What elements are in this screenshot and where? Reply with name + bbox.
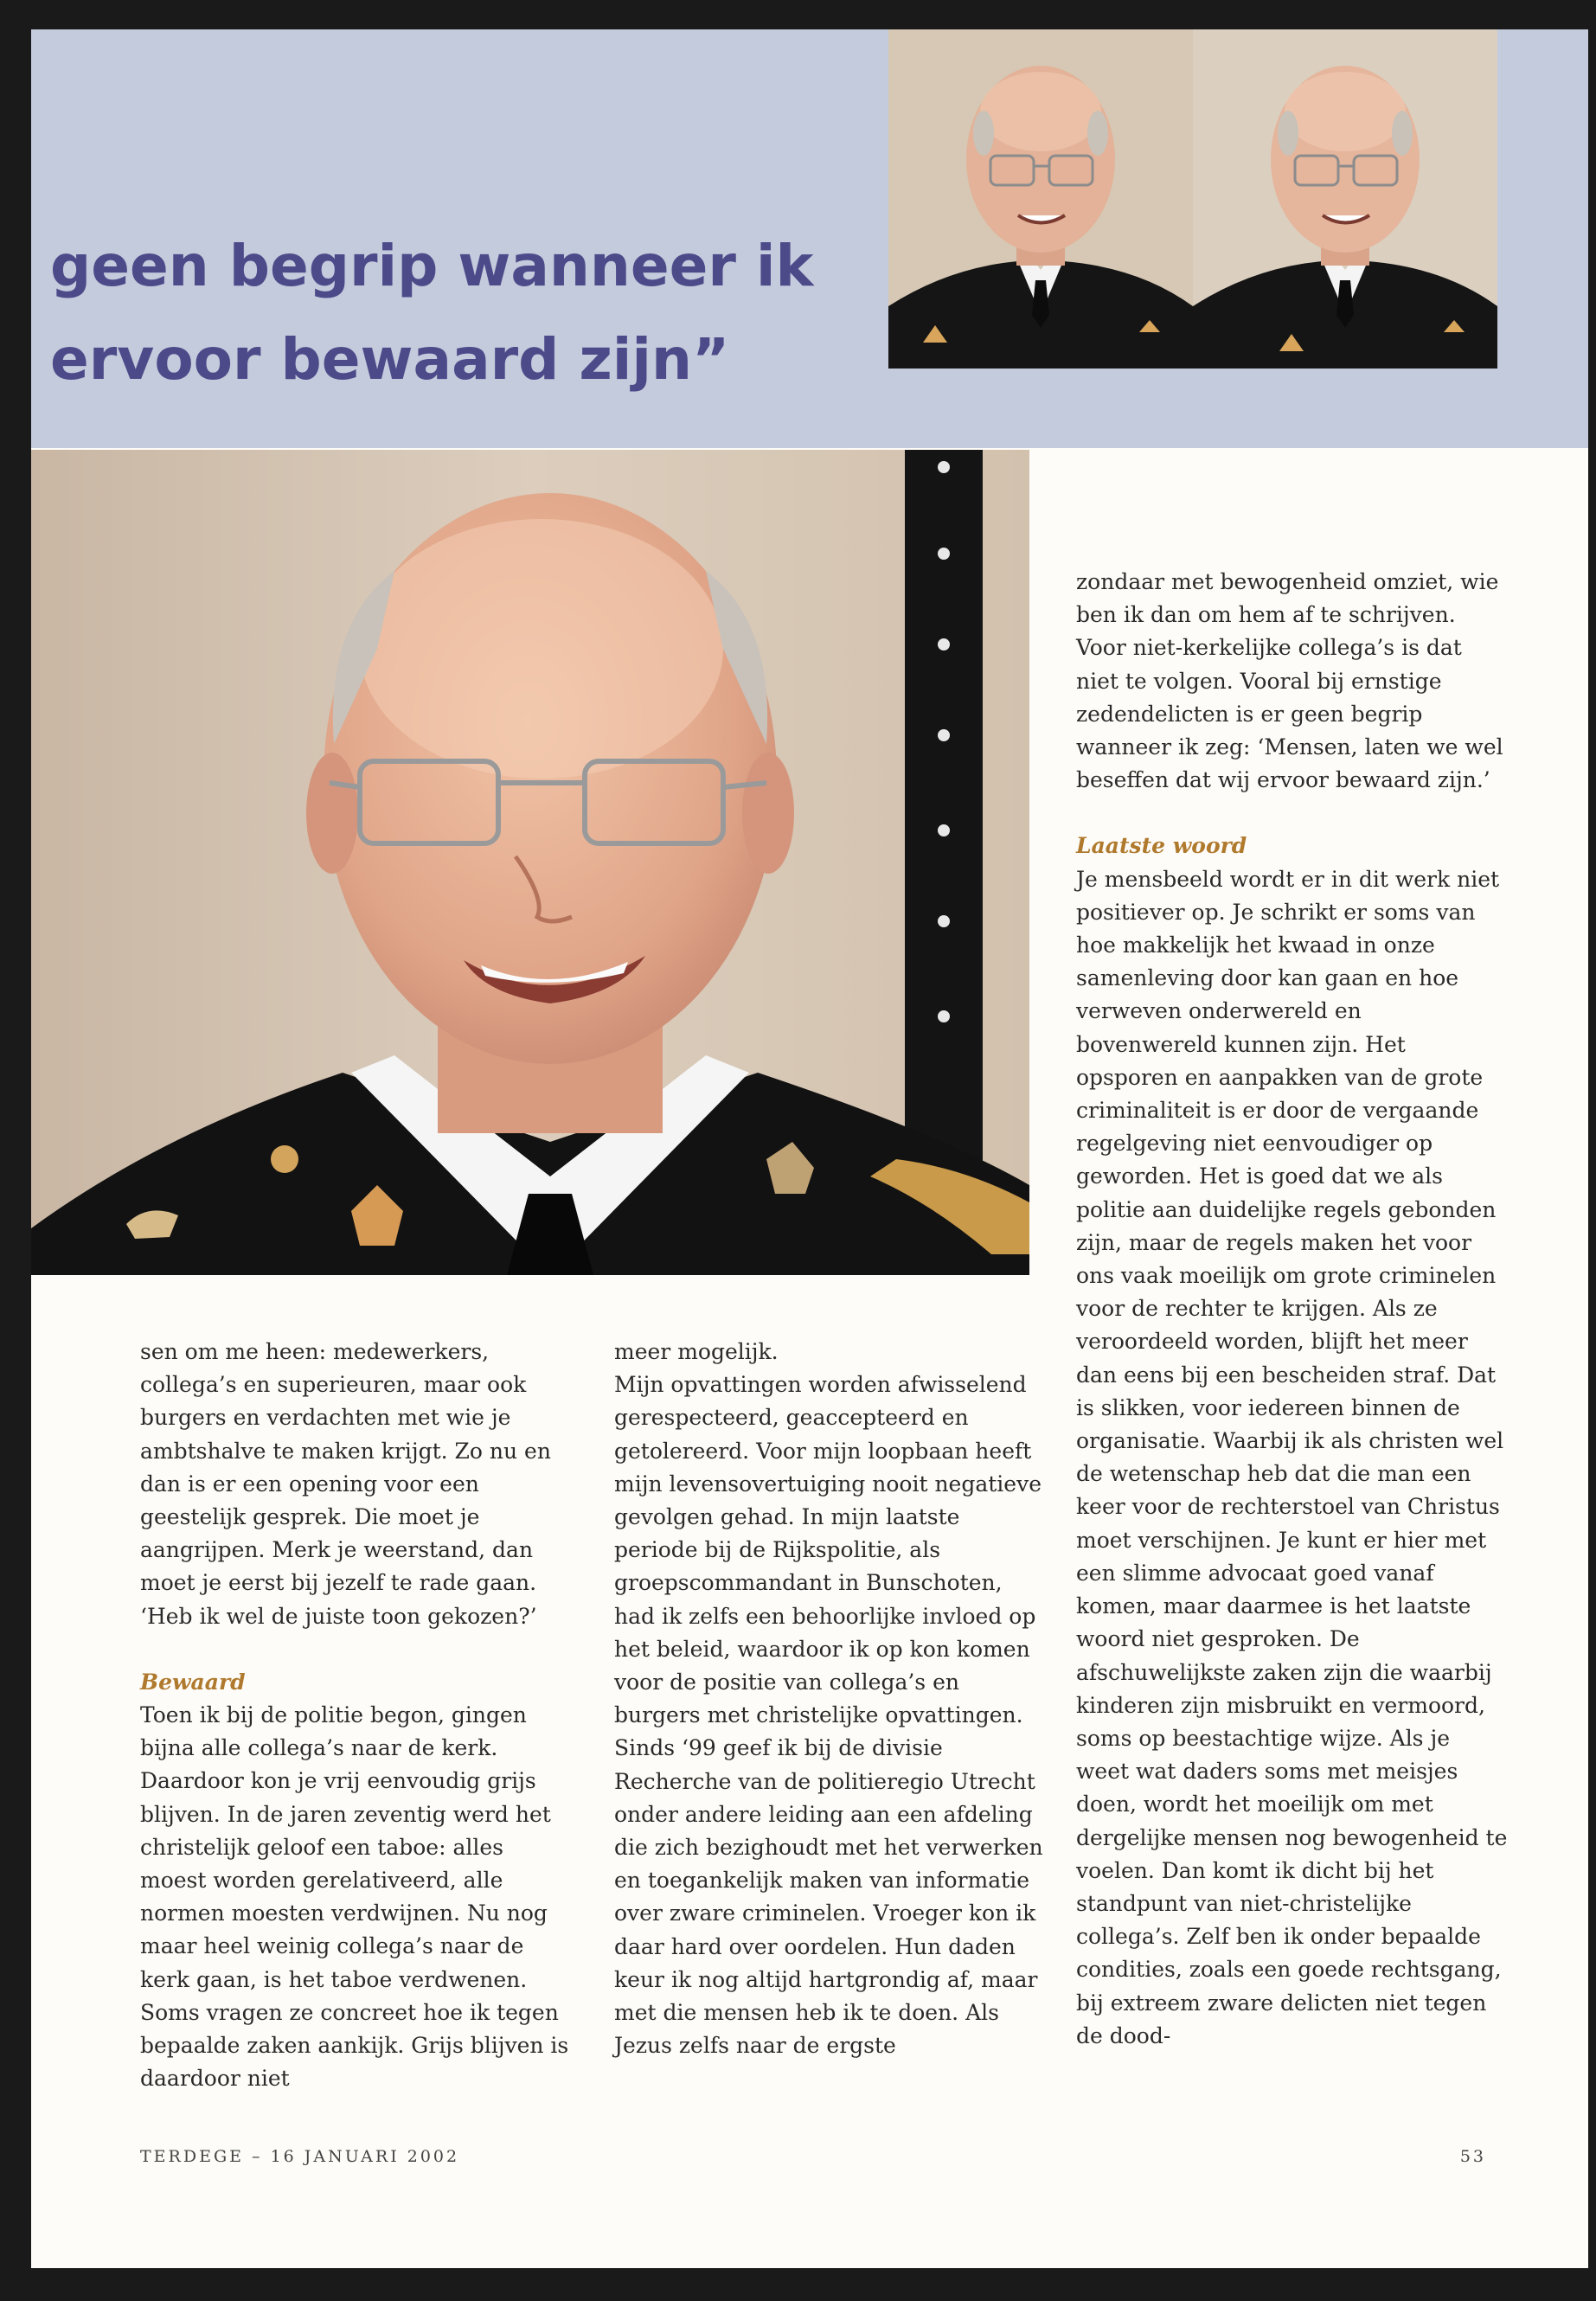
footer-publication: TERDEGE – 16 JANUARI 2002: [140, 2147, 460, 2166]
magazine-page: [31, 29, 1588, 2268]
main-portrait-photo: [31, 450, 1029, 1275]
text-column-2: [614, 1336, 1047, 2062]
subheading-laatste-woord: Laatste woord: [1076, 833, 1247, 859]
subheading-bewaard: Bewaard: [140, 1669, 246, 1695]
paragraph: sen om me heen: medewerkers, collega’s en superieuren, maar ook burgers en verdachten met wie je ambtshalve te maken krijgt. Zo nu en dan is er een opening voor een geestelijk gesprek. Die moet je aangrijpen. Merk je weerstand, dan moet je eerst bij jezelf te rade gaan. ‘Heb ik wel de juiste toon gekozen?’: [140, 1339, 551, 1629]
text-column-3: [1076, 566, 1509, 2053]
portrait-thumbnail-1-image: [888, 29, 1193, 369]
portrait-thumbnail-2: [1193, 29, 1497, 369]
headline-line-1: geen begrip wanneer ik: [50, 233, 814, 299]
page-number: 53: [1459, 2147, 1486, 2166]
paragraph: Toen ik bij de politie begon, gingen bijna alle collega’s naar de kerk. Daardoor kon je vrij eenvoudig grijs blijven. In de jaren zeventig werd het christelijk geloof een taboe: alles moest worden gerelativeerd, alle normen moesten verdwijnen. Nu nog maar heel weinig collega’s naar de kerk gaan, is het taboe verdwenen. Soms vragen ze concreet hoe ik tegen bepaalde zaken aankijk. Grijs blijven is daardoor niet: [140, 1702, 569, 2092]
page-footer: [140, 2147, 1486, 2166]
text-column-1: [140, 1336, 573, 2095]
paragraph: meer mogelijk.: [614, 1339, 779, 1364]
paragraph: Je mensbeeld wordt er in dit werk niet positiever op. Je schrikt er soms van hoe makkelijk het kwaad in onze samenleving door kan gaan en hoe verweven onderwereld en bovenwereld kunnen zijn. Het opsporen en aanpakken van de grote criminaliteit is er door de vergaande regelgeving niet eenvoudiger op geworden. Het is goed dat we als politie aan duidelijke regels gebonden zijn, maar de regels maken het voor ons vaak moeilijk om grote criminelen voor de rechter te krijgen. Als ze veroordeeld worden, blijft het meer dan eens bij een bescheiden straf. Dat is slikken, voor iedereen binnen de organisatie. Waarbij ik als christen wel de wetenschap heb dat die man een keer voor de rechterstoel van Christus moet verschijnen. Je kunt er hier met een slimme advocaat goed vanaf komen, maar daarmee is het laatste woord niet gesproken. De afschuwelijkste zaken zijn die waarbij kinderen zijn misbruikt en vermoord, soms op beestachtige wijze. Als je weet wat daders soms met meisjes doen, wordt het moeilijk om met dergelijke mensen nog bewogenheid te voelen. Dan komt ik dicht bij het standpunt van niet-christelijke collega’s. Zelf ben ik onder bepaalde condities, zoals een goede rechtsgang, bij extreem zware delicten niet tegen de dood-: [1076, 866, 1508, 2048]
main-portrait-image: [31, 450, 1029, 1275]
paragraph: Sinds ‘99 geef ik bij de divisie Recherche van de politieregio Utrecht onder andere leiding aan een afdeling die zich bezighoudt met het verwerken en toegankelijk maken van informatie over zware criminelen. Vroeger kon ik daar hard over oordelen. Hun daden keur ik nog altijd hartgrondig af, maar met die mensen heb ik te doen. Als Jezus zelfs naar de ergste: [614, 1735, 1043, 2059]
portrait-thumbnail-2-image: [1193, 29, 1497, 369]
portrait-thumbnail-1: [888, 29, 1193, 369]
paragraph: zondaar met bewogenheid omziet, wie ben ik dan om hem af te schrijven. Voor niet-kerkelijke collega’s is dat niet te volgen. Vooral bij ernstige zedendelicten is er geen begrip wanneer ik zeg: ‘Mensen, laten we wel beseffen dat wij ervoor bewaard zijn.’: [1076, 569, 1503, 793]
paragraph: Mijn opvattingen worden afwisselend gerespecteerd, geaccepteerd en getolereerd. Voor mijn loopbaan heeft mijn levensovertuiging nooit negatieve gevolgen gehad. In mijn laatste periode bij de Rijkspolitie, als groepscommandant in Bunschoten, had ik zelfs een behoorlijke invloed op het beleid, waardoor ik op kon komen voor de positie van collega’s en burgers met christelijke opvattingen.: [614, 1372, 1042, 1728]
headline-line-2: ervoor bewaard zijn”: [50, 326, 730, 393]
headline: [50, 220, 881, 407]
thumbnail-strip: [888, 29, 1497, 369]
header-band: [31, 29, 1588, 448]
